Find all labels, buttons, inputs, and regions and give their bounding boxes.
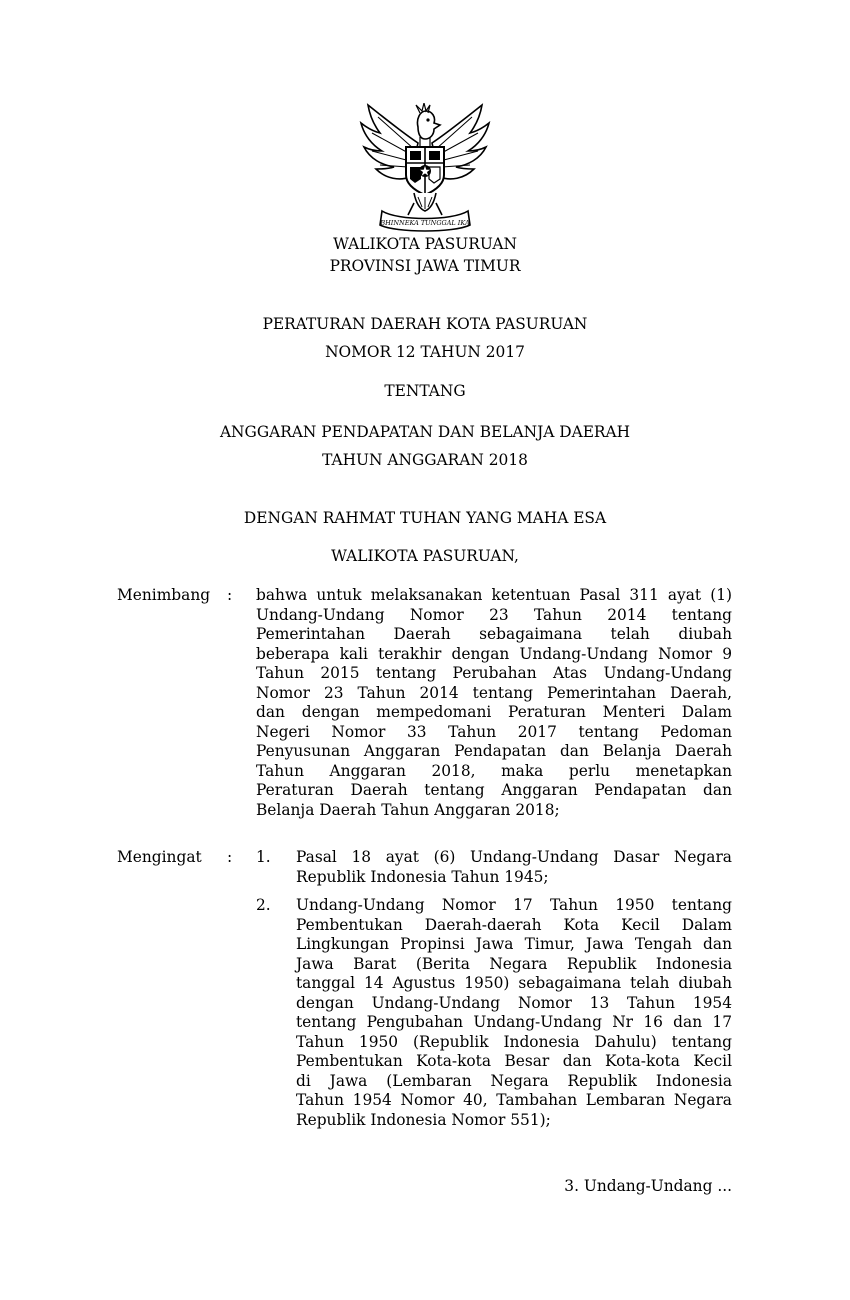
mengingat-item-line: Pasal 18 ayat (6) Undang-Undang Dasar Negara bbox=[296, 848, 732, 866]
menimbang-line: Nomor 23 Tahun 2014 tentang Pemerintahan Daerah, bbox=[256, 683, 732, 702]
menimbang-line: Belanja Daerah Tahun Anggaran 2018; bbox=[256, 800, 560, 819]
subject-line-1: ANGGARAN PENDAPATAN DAN BELANJA DAERAH bbox=[219, 423, 631, 441]
mengingat-item-line: Republik Indonesia Tahun 1945; bbox=[296, 867, 549, 886]
menimbang-text bbox=[256, 586, 732, 820]
mengingat-item-line: Tahun 1954 Nomor 40, Tambahan Lembaran Negara bbox=[296, 1091, 732, 1109]
menimbang-line: Tahun Anggaran 2018, maka perlu menetapkan bbox=[256, 761, 732, 780]
page-continuation: 3. Undang-Undang ... bbox=[564, 1177, 732, 1195]
mengingat-item-line: dengan Undang-Undang Nomor 13 Tahun 1954 bbox=[296, 993, 732, 1012]
mengingat-item-number: 2. bbox=[256, 896, 271, 914]
blessing-line: DENGAN RAHMAT TUHAN YANG MAHA ESA bbox=[243, 509, 607, 527]
mengingat-item-line: Jawa Barat (Berita Negara Republik Indonesia bbox=[296, 954, 732, 973]
about-label: TENTANG bbox=[384, 382, 466, 400]
mengingat-item-line: tentang Pengubahan Undang-Undang Nr 16 dan 17 bbox=[296, 1013, 732, 1031]
menimbang-label: Menimbang bbox=[117, 586, 211, 604]
mengingat-item-line: tanggal 14 Agustus 1950) sebagaimana telah diubah bbox=[296, 974, 732, 992]
menimbang-line: Negeri Nomor 33 Tahun 2017 tentang Pedoman bbox=[256, 722, 732, 741]
mengingat-item-1 bbox=[296, 848, 732, 887]
menimbang-line: bahwa untuk melaksanakan ketentuan Pasal 311 ayat (1) bbox=[256, 586, 732, 604]
mengingat-item-line: Undang-Undang Nomor 17 Tahun 1950 tentang bbox=[296, 896, 732, 914]
mengingat-colon: : bbox=[227, 848, 233, 866]
mengingat-label: Mengingat bbox=[117, 848, 202, 866]
regulation-title: PERATURAN DAERAH KOTA PASURUAN bbox=[262, 315, 588, 333]
mengingat-item-line: Lingkungan Propinsi Jawa Timur, Jawa Tengah dan bbox=[296, 935, 732, 953]
menimbang-line: Penyusunan Anggaran Pendapatan dan Belanja Daerah bbox=[256, 742, 732, 760]
mengingat-item-line: Pembentukan Kota-kota Besar dan Kota-kota Kecil bbox=[296, 1052, 732, 1070]
menimbang-line: Peraturan Daerah tentang Anggaran Pendapatan dan bbox=[256, 781, 732, 799]
mengingat-item-line: Pembentukan Daerah-daerah Kota Kecil Dalam bbox=[296, 915, 732, 934]
mengingat-item-number: 1. bbox=[256, 848, 271, 866]
issuer-line-1: WALIKOTA PASURUAN bbox=[333, 235, 517, 253]
mengingat-item-line: di Jawa (Lembaran Negara Republik Indonesia bbox=[296, 1071, 732, 1090]
menimbang-line: Undang-Undang Nomor 23 Tahun 2014 tentang bbox=[256, 605, 732, 624]
mengingat-item-line: Republik Indonesia Nomor 551); bbox=[296, 1110, 551, 1129]
menimbang-line: Pemerintahan Daerah sebagaimana telah diubah bbox=[256, 625, 732, 643]
subject-line-2: TAHUN ANGGARAN 2018 bbox=[322, 451, 528, 469]
regulation-number: NOMOR 12 TAHUN 2017 bbox=[325, 343, 525, 361]
emblem-motto: BHINNEKA TUNGGAL IKA bbox=[380, 219, 470, 227]
authority-line: WALIKOTA PASURUAN, bbox=[331, 547, 519, 565]
mengingat-item-2 bbox=[296, 896, 732, 1130]
menimbang-line: beberapa kali terakhir dengan Undang-Undang Nomor 9 bbox=[256, 644, 732, 663]
mengingat-item-line: Tahun 1950 (Republik Indonesia Dahulu) tentang bbox=[296, 1032, 732, 1051]
menimbang-line: Tahun 2015 tentang Perubahan Atas Undang-Undang bbox=[256, 664, 732, 682]
menimbang-colon: : bbox=[227, 586, 233, 604]
menimbang-line: dan dengan mempedomani Peraturan Menteri Dalam bbox=[256, 703, 732, 721]
garuda-emblem-icon bbox=[358, 103, 492, 235]
issuer-line-2: PROVINSI JAWA TIMUR bbox=[329, 257, 521, 275]
